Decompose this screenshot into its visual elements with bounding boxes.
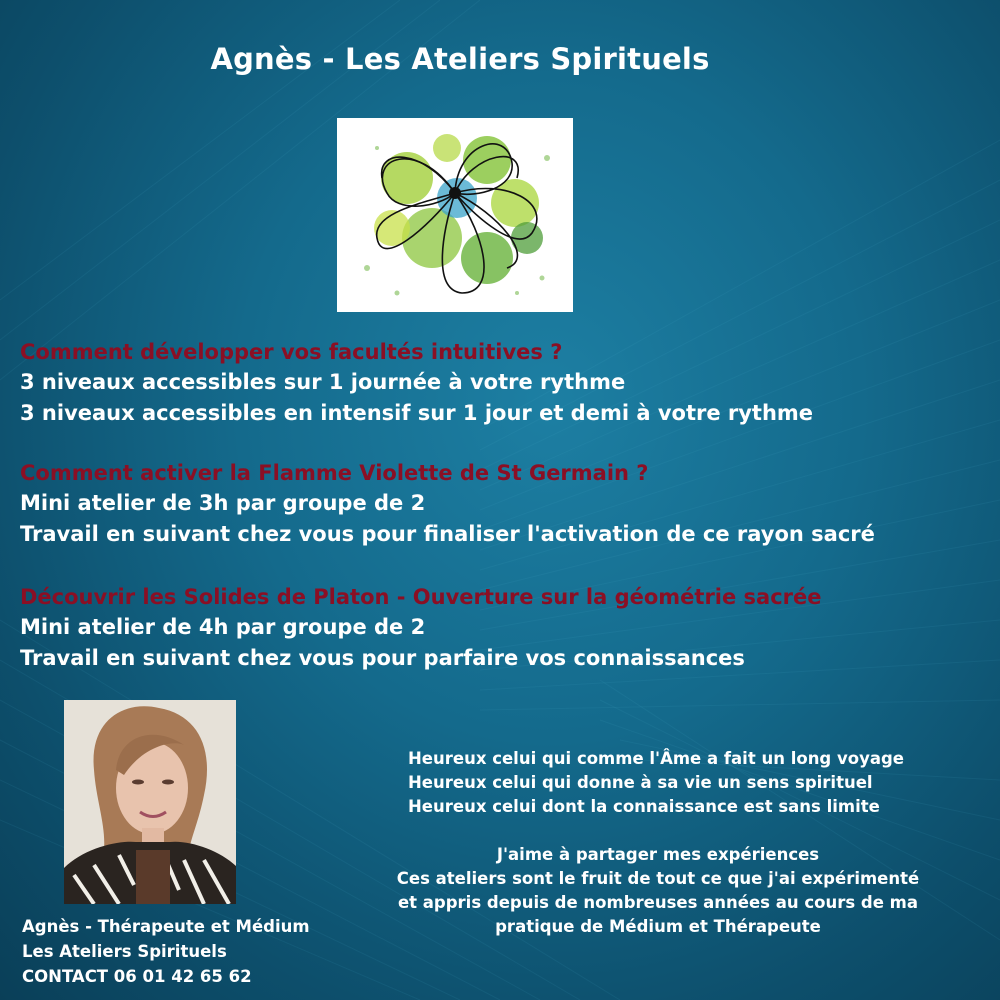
section-solides-platon xyxy=(20,582,822,674)
portrait-photo xyxy=(64,700,236,904)
section-line: Travail en suivant chez vous pour parfaire vos connaissances xyxy=(20,646,745,670)
page-title: Agnès - Les Ateliers Spirituels xyxy=(210,42,710,76)
section-line: Travail en suivant chez vous pour finaliser l'activation de ce rayon sacré xyxy=(20,522,875,546)
section-line: Mini atelier de 3h par groupe de 2 xyxy=(20,491,426,515)
quote-spacer xyxy=(378,819,938,843)
quote-line: Heureux celui dont la connaissance est sans limite xyxy=(408,797,880,816)
closing-line: J'aime à partager mes expériences xyxy=(496,845,820,864)
closing-line: pratique de Médium et Thérapeute xyxy=(495,917,821,936)
quote-line: Heureux celui qui donne à sa vie un sens spirituel xyxy=(408,773,873,792)
flower-artwork-icon xyxy=(337,118,573,312)
contact-phone: CONTACT 06 01 42 65 62 xyxy=(22,967,252,986)
section-intuition xyxy=(20,337,813,429)
section-line: 3 niveaux accessibles sur 1 journée à votre rythme xyxy=(20,370,626,394)
section-heading: Comment activer la Flamme Violette de St Germain ? xyxy=(20,461,649,485)
quote-block xyxy=(378,747,938,939)
signature-brand: Les Ateliers Spirituels xyxy=(22,942,227,961)
signature-name: Agnès - Thérapeute et Médium xyxy=(22,917,310,936)
section-flamme-violette xyxy=(20,458,875,550)
section-line: 3 niveaux accessibles en intensif sur 1 jour et demi à votre rythme xyxy=(20,401,814,425)
quote-line: Heureux celui qui comme l'Âme a fait un long voyage xyxy=(408,749,904,768)
signature-block xyxy=(22,914,310,989)
closing-line: Ces ateliers sont le fruit de tout ce que j'ai expérimenté xyxy=(396,869,920,888)
section-line: Mini atelier de 4h par groupe de 2 xyxy=(20,615,426,639)
section-heading: Découvrir les Solides de Platon - Ouverture sur la géométrie sacrée xyxy=(20,585,822,609)
section-heading: Comment développer vos facultés intuitives ? xyxy=(20,340,563,364)
closing-line: et appris depuis de nombreuses années au cours de ma xyxy=(397,893,919,912)
